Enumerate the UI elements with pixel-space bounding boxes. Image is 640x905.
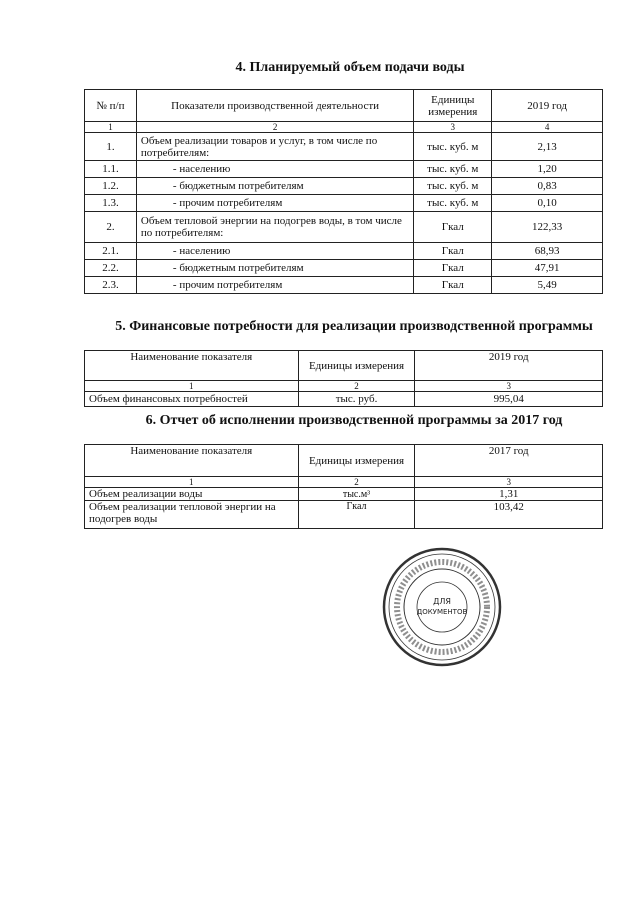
row-name: Объем финансовых потребностей xyxy=(85,392,299,407)
header-year: 2017 год xyxy=(415,445,603,477)
row-name: Объем реализации тепловой энергии на подогрев воды xyxy=(85,501,299,529)
row-value: 2,13 xyxy=(492,133,603,161)
row-unit: Гкал xyxy=(414,243,492,260)
row-name: - бюджетным потребителям xyxy=(136,260,413,277)
row-value: 103,42 xyxy=(415,501,603,529)
column-number-row xyxy=(85,381,603,392)
stamp-text-line2: ДОКУМЕНТОВ xyxy=(416,608,468,616)
row-name: - населению xyxy=(136,161,413,178)
col-num: 1 xyxy=(85,381,299,392)
row-unit: Гкал xyxy=(414,212,492,243)
col-num: 3 xyxy=(415,477,603,488)
header-indicator-name: Наименование показателя xyxy=(85,351,299,381)
row-number: 2.2. xyxy=(85,260,137,277)
table-row xyxy=(85,501,603,529)
row-unit: тыс. куб. м xyxy=(414,178,492,195)
table-header-row xyxy=(85,90,603,122)
row-value: 68,93 xyxy=(492,243,603,260)
row-name: - бюджетным потребителям xyxy=(136,178,413,195)
table-row xyxy=(85,392,603,407)
stamp-rings xyxy=(384,549,500,665)
row-name: - прочим потребителям xyxy=(136,195,413,212)
financial-needs-table xyxy=(84,350,603,407)
header-year: 2019 год xyxy=(492,90,603,122)
table-row xyxy=(85,178,603,195)
header-number: № п/п xyxy=(85,90,137,122)
row-unit: тыс. куб. м xyxy=(414,161,492,178)
row-value: 0,10 xyxy=(492,195,603,212)
row-number: 2.1. xyxy=(85,243,137,260)
col-num: 4 xyxy=(492,122,603,133)
col-num: 2 xyxy=(136,122,413,133)
row-unit: тыс.м³ xyxy=(298,488,415,501)
water-supply-table xyxy=(84,89,603,294)
row-unit: Гкал xyxy=(298,501,415,529)
row-value: 47,91 xyxy=(492,260,603,277)
col-num: 1 xyxy=(85,122,137,133)
row-unit: Гкал xyxy=(414,277,492,294)
section4-title: 4. Планируемый объем подачи воды xyxy=(235,60,465,75)
column-number-row xyxy=(85,122,603,133)
row-name: Объем реализации воды xyxy=(85,488,299,501)
table-row xyxy=(85,212,603,243)
section6-title: 6. Отчет об исполнении производственной программы за 2017 год xyxy=(145,413,563,428)
official-stamp xyxy=(372,545,512,670)
row-value: 1,31 xyxy=(415,488,603,501)
header-unit: Единицы измерения xyxy=(298,445,415,477)
col-num: 2 xyxy=(298,381,415,392)
table-row xyxy=(85,243,603,260)
section5-title: 5. Финансовые потребности для реализации производственной программы xyxy=(115,319,593,334)
col-num: 1 xyxy=(85,477,299,488)
row-number: 1. xyxy=(85,133,137,161)
header-unit: Единицы измерения xyxy=(414,90,492,122)
row-value: 5,49 xyxy=(492,277,603,294)
row-number: 1.2. xyxy=(85,178,137,195)
row-unit: тыс. руб. xyxy=(298,392,415,407)
row-name: Объем тепловой энергии на подогрев воды, в том числе по потребителям: xyxy=(136,212,413,243)
col-num: 3 xyxy=(415,381,603,392)
stamp-text-line1: ДЛЯ xyxy=(433,597,451,606)
table-row xyxy=(85,195,603,212)
row-value: 995,04 xyxy=(415,392,603,407)
table-row xyxy=(85,260,603,277)
column-number-row xyxy=(85,477,603,488)
row-number: 1.3. xyxy=(85,195,137,212)
header-year: 2019 год xyxy=(415,351,603,381)
row-unit: тыс. куб. м xyxy=(414,133,492,161)
row-unit: тыс. куб. м xyxy=(414,195,492,212)
row-name: - населению xyxy=(136,243,413,260)
table-row xyxy=(85,133,603,161)
row-unit: Гкал xyxy=(414,260,492,277)
row-value: 0,83 xyxy=(492,178,603,195)
program-report-table xyxy=(84,444,603,529)
table-header-row xyxy=(85,351,603,381)
row-value: 1,20 xyxy=(492,161,603,178)
row-name: Объем реализации товаров и услуг, в том числе по потребителям: xyxy=(136,133,413,161)
header-unit: Единицы измерения xyxy=(298,351,415,381)
header-indicator: Показатели производственной деятельности xyxy=(136,90,413,122)
col-num: 3 xyxy=(414,122,492,133)
table-header-row xyxy=(85,445,603,477)
col-num: 2 xyxy=(298,477,415,488)
header-indicator-name: Наименование показателя xyxy=(85,445,299,477)
table-row xyxy=(85,161,603,178)
row-value: 122,33 xyxy=(492,212,603,243)
table-row xyxy=(85,488,603,501)
row-name: - прочим потребителям xyxy=(136,277,413,294)
row-number: 2.3. xyxy=(85,277,137,294)
table-row xyxy=(85,277,603,294)
row-number: 1.1. xyxy=(85,161,137,178)
row-number: 2. xyxy=(85,212,137,243)
